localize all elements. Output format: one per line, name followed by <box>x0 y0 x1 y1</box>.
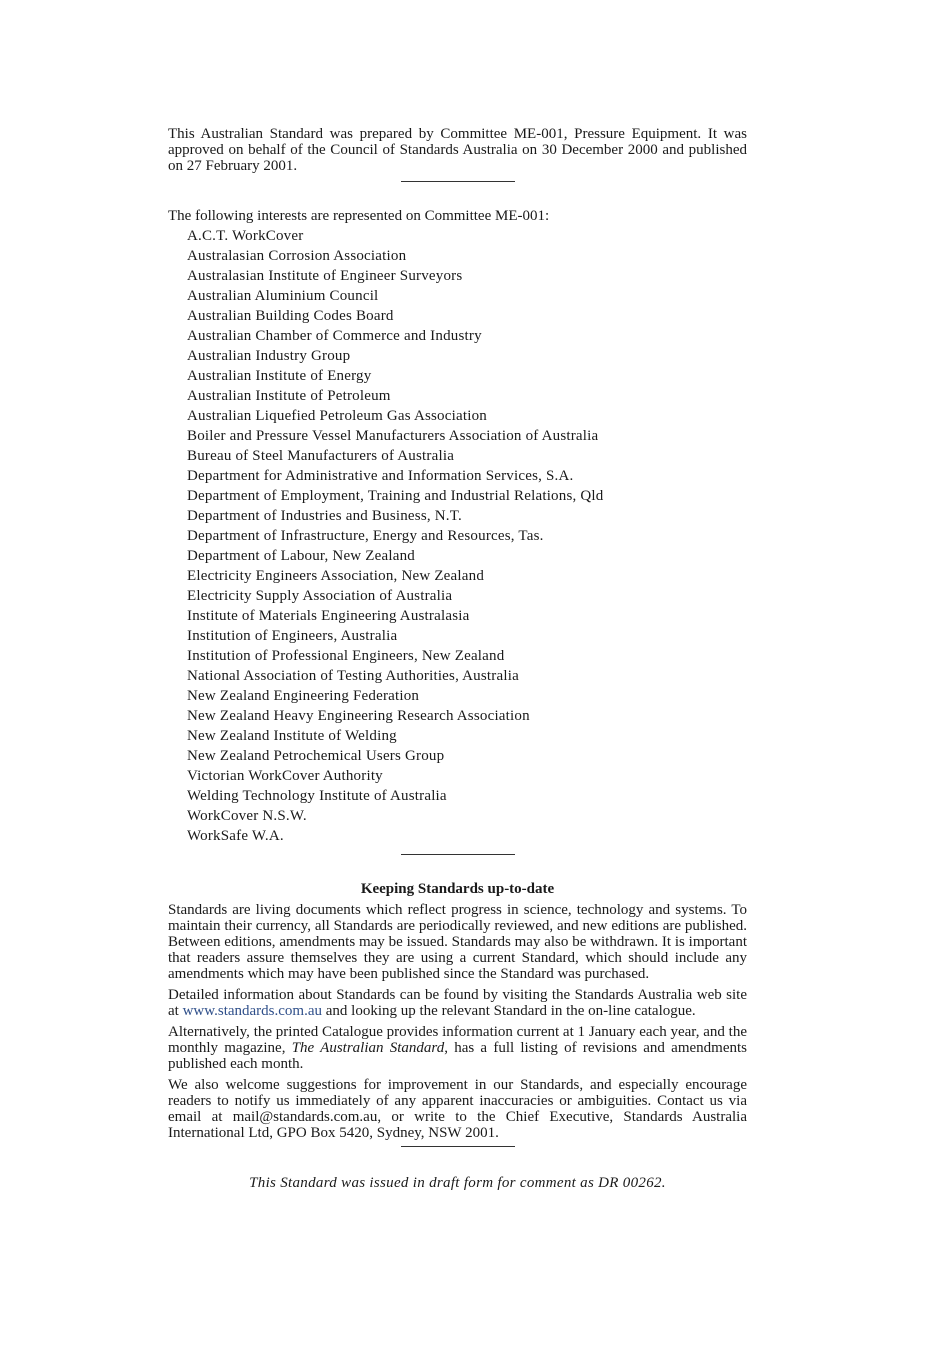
committee-member: WorkCover N.S.W. <box>187 808 307 824</box>
committee-member: Bureau of Steel Manufacturers of Australia <box>187 448 455 464</box>
committee-member: New Zealand Heavy Engineering Research Association <box>187 708 530 724</box>
committee-member: New Zealand Petrochemical Users Group <box>187 748 445 764</box>
keeping-paragraph-3 <box>168 1024 747 1072</box>
committee-member: A.C.T. WorkCover <box>187 228 304 244</box>
magazine-title: The Australian Standard <box>291 1040 445 1056</box>
committee-member: Department of Infrastructure, Energy and Resources, Tas. <box>187 528 544 544</box>
committee-member: Institution of Professional Engineers, New Zealand <box>187 648 505 664</box>
committee-member: Australian Institute of Energy <box>187 368 372 384</box>
keeping-paragraph-2 <box>168 987 747 1019</box>
committee-member: Victorian WorkCover Authority <box>187 768 383 784</box>
committee-member: Australian Building Codes Board <box>187 308 394 324</box>
committee-member: Department for Administrative and Information Services, S.A. <box>187 468 574 484</box>
committee-heading: The following interests are represented on Committee ME-001: <box>168 208 550 224</box>
committee-member: Australian Industry Group <box>187 348 351 364</box>
section-divider <box>401 854 515 855</box>
committee-members-list <box>168 226 747 846</box>
standards-website-link[interactable]: www.standards.com.au <box>182 1003 322 1019</box>
committee-member: Electricity Engineers Association, New Zealand <box>187 568 485 584</box>
committee-member: Boiler and Pressure Vessel Manufacturers Association of Australia <box>187 428 599 444</box>
intro-paragraph: This Australian Standard was prepared by Committee ME-001, Pressure Equipment. It was approved on behalf of the Council of Standards Australia on 30 December 2000 and published on 27 February 2001. <box>168 126 747 174</box>
section-divider <box>401 1146 515 1147</box>
committee-member: Department of Labour, New Zealand <box>187 548 415 564</box>
committee-member: Electricity Supply Association of Australia <box>187 588 453 604</box>
committee-member: Australian Aluminium Council <box>187 288 379 304</box>
committee-member: Department of Employment, Training and Industrial Relations, Qld <box>187 488 604 504</box>
keeping-paragraph-2-text: and looking up the relevant Standard in the on-line catalogue. <box>322 1003 696 1019</box>
committee-member: Australian Chamber of Commerce and Industry <box>187 328 482 344</box>
keeping-paragraph-1: Standards are living documents which reflect progress in science, technology and systems. To maintain their currency, all Standards are periodically reviewed, and new editions are published. Between editions, amendments may be issued. Standards may also be withdrawn. It is important that readers assure themselves they are using a current Standard, which should include any amendments which may have been published since the Standard was purchased. <box>168 902 747 982</box>
committee-member: National Association of Testing Authorities, Australia <box>187 668 519 684</box>
committee-member: Institute of Materials Engineering Australasia <box>187 608 470 624</box>
committee-member: Department of Industries and Business, N.T. <box>187 508 462 524</box>
committee-member: Welding Technology Institute of Australia <box>187 788 447 804</box>
committee-member: Australasian Corrosion Association <box>187 248 407 264</box>
committee-member: Australian Institute of Petroleum <box>187 388 391 404</box>
section-divider <box>401 181 515 182</box>
committee-member: WorkSafe W.A. <box>187 828 284 844</box>
keeping-heading: Keeping Standards up-to-date <box>360 881 555 897</box>
committee-member: New Zealand Engineering Federation <box>187 688 420 704</box>
keeping-paragraph-3-text: , has a full listing of revisions and amendments published each month. <box>168 1040 747 1072</box>
document-page <box>168 126 747 1206</box>
committee-member: Institution of Engineers, Australia <box>187 628 398 644</box>
committee-member: Australasian Institute of Engineer Surveyors <box>187 268 463 284</box>
committee-member: New Zealand Institute of Welding <box>187 728 397 744</box>
keeping-paragraph-4: We also welcome suggestions for improvement in our Standards, and especially encourage readers to notify us immediately of any apparent inaccuracies or ambiguities. Contact us via email at mail@standards.com.au, or write to the Chief Executive, Standards Australia International Ltd, GPO Box 5420, Sydney, NSW 2001. <box>168 1077 747 1141</box>
keeping-paragraph-2-text: Detailed information about Standards can be found by visiting the Standards Australia web site at <box>168 987 747 1019</box>
keeping-paragraph-3-text: Alternatively, the printed Catalogue provides information current at 1 January each year, and the monthly magazine, <box>168 1024 747 1056</box>
draft-note: This Standard was issued in draft form for comment as DR 00262. <box>249 1175 666 1191</box>
committee-member: Australian Liquefied Petroleum Gas Association <box>187 408 487 424</box>
